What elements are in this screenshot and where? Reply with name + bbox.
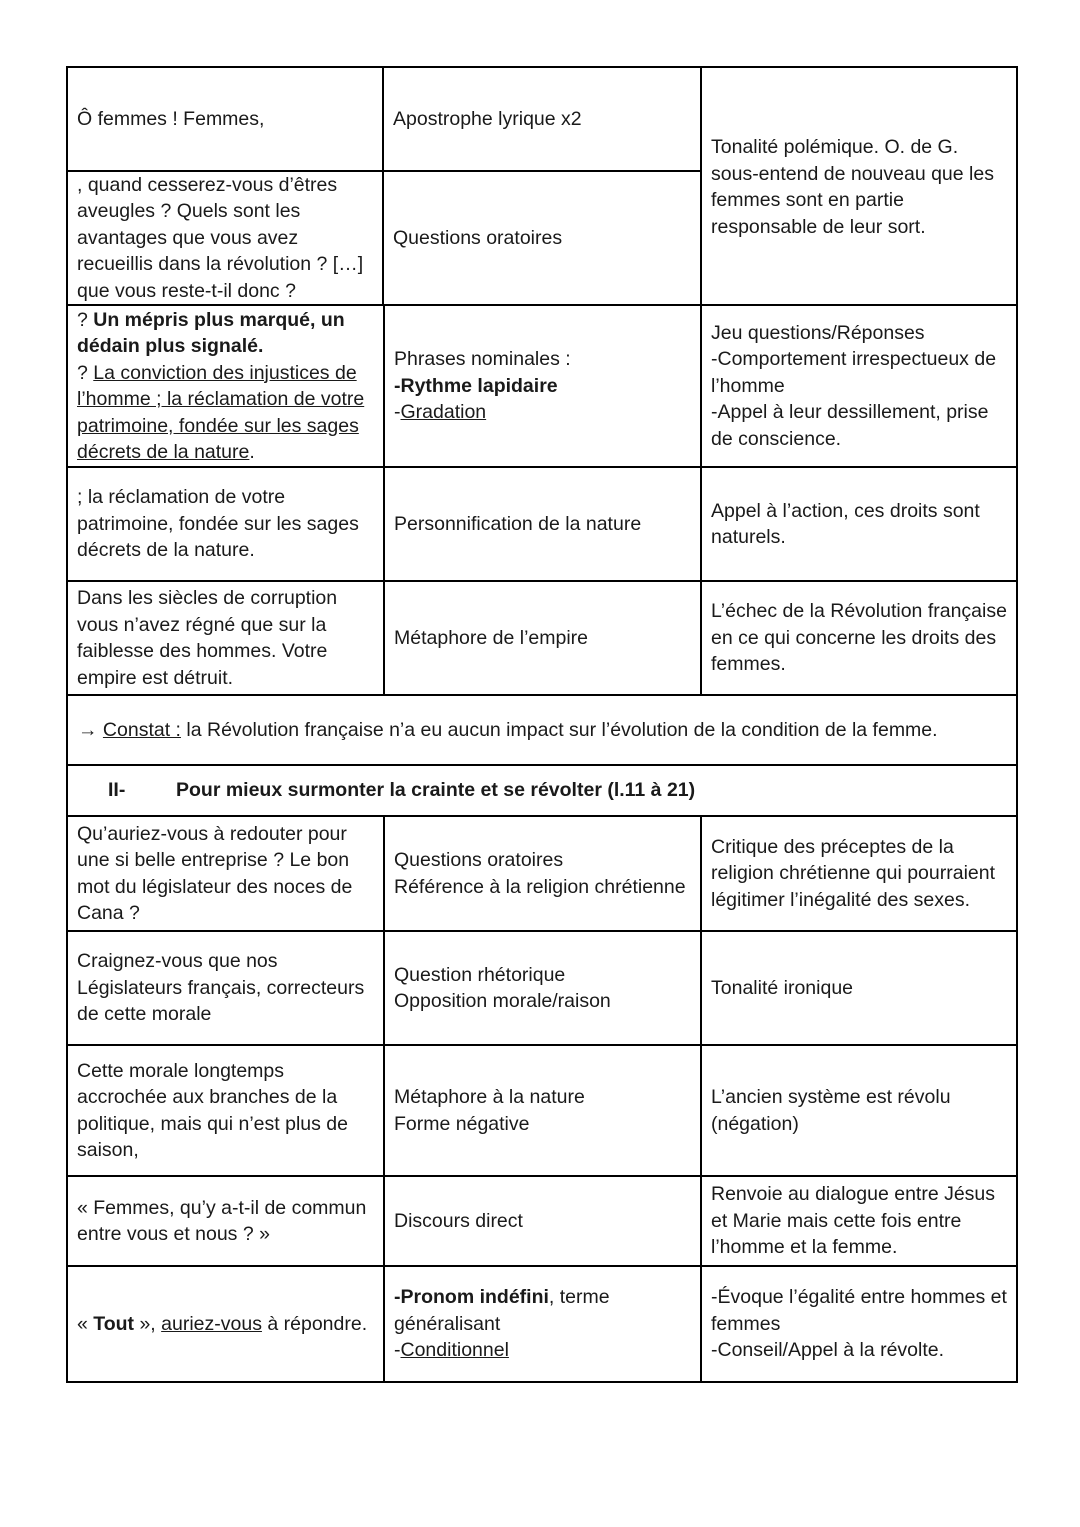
interpretation-line: -Évoque l’égalité entre hommes et femmes bbox=[711, 1286, 1007, 1335]
device-line: Question rhétorique bbox=[394, 963, 566, 986]
constat-row bbox=[68, 696, 1016, 766]
device-line: -Gradation bbox=[394, 401, 487, 424]
merged-block bbox=[68, 68, 1016, 306]
constat-text: → Constat : la Révolution française n’a eu aucun impact sur l’évolution de la condition de la femme. bbox=[78, 718, 938, 741]
interpretation-text: Tonalité ironique bbox=[711, 976, 854, 999]
quote-text: ; la réclamation de votre patrimoine, fondée sur les sages décrets de la nature. bbox=[77, 486, 359, 562]
interpretation-line: -Comportement irrespectueux de l’homme bbox=[711, 348, 997, 397]
device-line: Référence à la religion chrétienne bbox=[394, 875, 686, 898]
quote-cell bbox=[68, 306, 385, 466]
quote-cell bbox=[68, 68, 384, 170]
quote-text: Craignez-vous que nos Législateurs français, correcteurs de cette morale bbox=[77, 950, 365, 1026]
interpretation-text: L’échec de la Révolution française en ce qui concerne les droits des femmes. bbox=[711, 600, 1007, 676]
quote-cell bbox=[68, 932, 385, 1044]
device-line: Phrases nominales : bbox=[394, 348, 571, 371]
device-text: Apostrophe lyrique x2 bbox=[393, 107, 582, 130]
device-line: Métaphore à la nature bbox=[394, 1086, 585, 1108]
device-cell bbox=[384, 68, 700, 170]
quote-cell bbox=[68, 817, 385, 930]
device-text: Questions oratoires bbox=[393, 226, 563, 249]
interpretation-text: Tonalité polémique. O. de G. sous-entend de nouveau que les femmes sont en partie responsable de leur sort. bbox=[711, 136, 994, 238]
interpretation-cell bbox=[702, 932, 1016, 1044]
device-line: -Pronom indéfini, terme généralisant bbox=[394, 1286, 610, 1335]
table-row bbox=[68, 1046, 1016, 1177]
device-line: Opposition morale/raison bbox=[394, 990, 611, 1012]
quote-cell bbox=[68, 468, 385, 580]
device-cell bbox=[385, 468, 702, 580]
table-row bbox=[68, 1177, 1016, 1267]
device-text: Personnification de la nature bbox=[394, 512, 642, 535]
quote-text: « Tout », auriez-vous à répondre. bbox=[77, 1312, 368, 1335]
analysis-table bbox=[66, 66, 1018, 1383]
device-line: -Conditionnel bbox=[394, 1339, 509, 1362]
quote-text: ? Un mépris plus marqué, un dédain plus signalé. bbox=[77, 308, 345, 357]
device-cell bbox=[385, 932, 702, 1044]
arrow-icon: → bbox=[78, 718, 103, 741]
section-heading-row bbox=[68, 766, 1016, 817]
interpretation-line: -Conseil/Appel à la révolte. bbox=[711, 1339, 945, 1362]
table-row bbox=[68, 172, 700, 304]
device-cell bbox=[385, 1177, 702, 1265]
table-row bbox=[68, 1267, 1016, 1381]
quote-text: Qu’auriez-vous à redouter pour une si belle entreprise ? Le bon mot du législateur des noces de Cana ? bbox=[77, 822, 353, 924]
interpretation-cell bbox=[702, 1046, 1016, 1175]
interpretation-cell bbox=[702, 582, 1016, 694]
table-row bbox=[68, 68, 700, 172]
device-cell bbox=[385, 817, 702, 930]
interpretation-text: Renvoie au dialogue entre Jésus et Marie mais cette fois entre l’homme et la femme. bbox=[711, 1183, 996, 1259]
interpretation-line: (négation) bbox=[711, 1112, 799, 1135]
constat-label: Constat : bbox=[102, 718, 181, 741]
quote-cell bbox=[68, 1046, 385, 1175]
section-heading bbox=[68, 766, 1016, 815]
quote-text: Ô femmes ! Femmes, bbox=[77, 107, 265, 130]
interpretation-text: Appel à l’action, ces droits sont naturels. bbox=[711, 499, 980, 548]
interpretation-line: Jeu questions/Réponses bbox=[711, 321, 925, 344]
merged-left-columns bbox=[68, 68, 702, 304]
device-cell bbox=[385, 582, 702, 694]
table-row bbox=[68, 468, 1016, 582]
device-text: Métaphore de l’empire bbox=[394, 626, 589, 649]
table-row bbox=[68, 582, 1016, 696]
interpretation-cell bbox=[702, 1267, 1016, 1381]
interpretation-cell bbox=[702, 306, 1016, 466]
device-text: Discours direct bbox=[394, 1209, 523, 1232]
section-number: II- bbox=[108, 779, 126, 802]
quote-cell bbox=[68, 172, 384, 304]
interpretation-line: -Appel à leur dessillement, prise de conscience. bbox=[711, 401, 989, 450]
table-row bbox=[68, 817, 1016, 932]
device-cell bbox=[385, 1267, 702, 1381]
interpretation-line: L’ancien système est révolu bbox=[711, 1086, 951, 1108]
device-line: Forme négative bbox=[394, 1112, 530, 1135]
device-cell bbox=[384, 172, 700, 304]
quote-cell bbox=[68, 1267, 385, 1381]
interpretation-cell bbox=[702, 468, 1016, 580]
device-cell bbox=[385, 1046, 702, 1175]
device-line: -Rythme lapidaire bbox=[394, 374, 558, 397]
device-cell bbox=[385, 306, 702, 466]
table-row bbox=[68, 306, 1016, 468]
interpretation-text: Critique des préceptes de la religion chrétienne qui pourraient légitimer l’inégalité des sexes. bbox=[711, 835, 996, 911]
interpretation-cell bbox=[702, 817, 1016, 930]
interpretation-cell bbox=[702, 68, 1016, 304]
section-title: Pour mieux surmonter la crainte et se révolter (l.11 à 21) bbox=[176, 779, 696, 802]
quote-text: , quand cesserez-vous d’êtres aveugles ? Quels sont les avantages que vous avez recueillis dans la révolution ? […] que vous reste-t-il donc ? bbox=[77, 173, 364, 302]
quote-text: Cette morale longtemps accrochée aux branches de la politique, mais qui n’est plus de saison, bbox=[77, 1059, 348, 1161]
quote-text: « Femmes, qu’y a-t-il de commun entre vous et nous ? » bbox=[77, 1196, 367, 1245]
interpretation-cell bbox=[702, 1177, 1016, 1265]
quote-cell bbox=[68, 1177, 385, 1265]
quote-cell bbox=[68, 582, 385, 694]
device-line: Questions oratoires bbox=[394, 849, 564, 871]
quote-text-2: ? La conviction des injustices de l’homme ; la réclamation de votre patrimoine, fondée sur les sages décrets de la nature. bbox=[77, 361, 365, 463]
quote-text: Dans les siècles de corruption vous n’avez régné que sur la faiblesse des hommes. Votre empire est détruit. bbox=[77, 587, 338, 689]
table-row bbox=[68, 932, 1016, 1046]
constat-cell bbox=[68, 696, 1016, 764]
